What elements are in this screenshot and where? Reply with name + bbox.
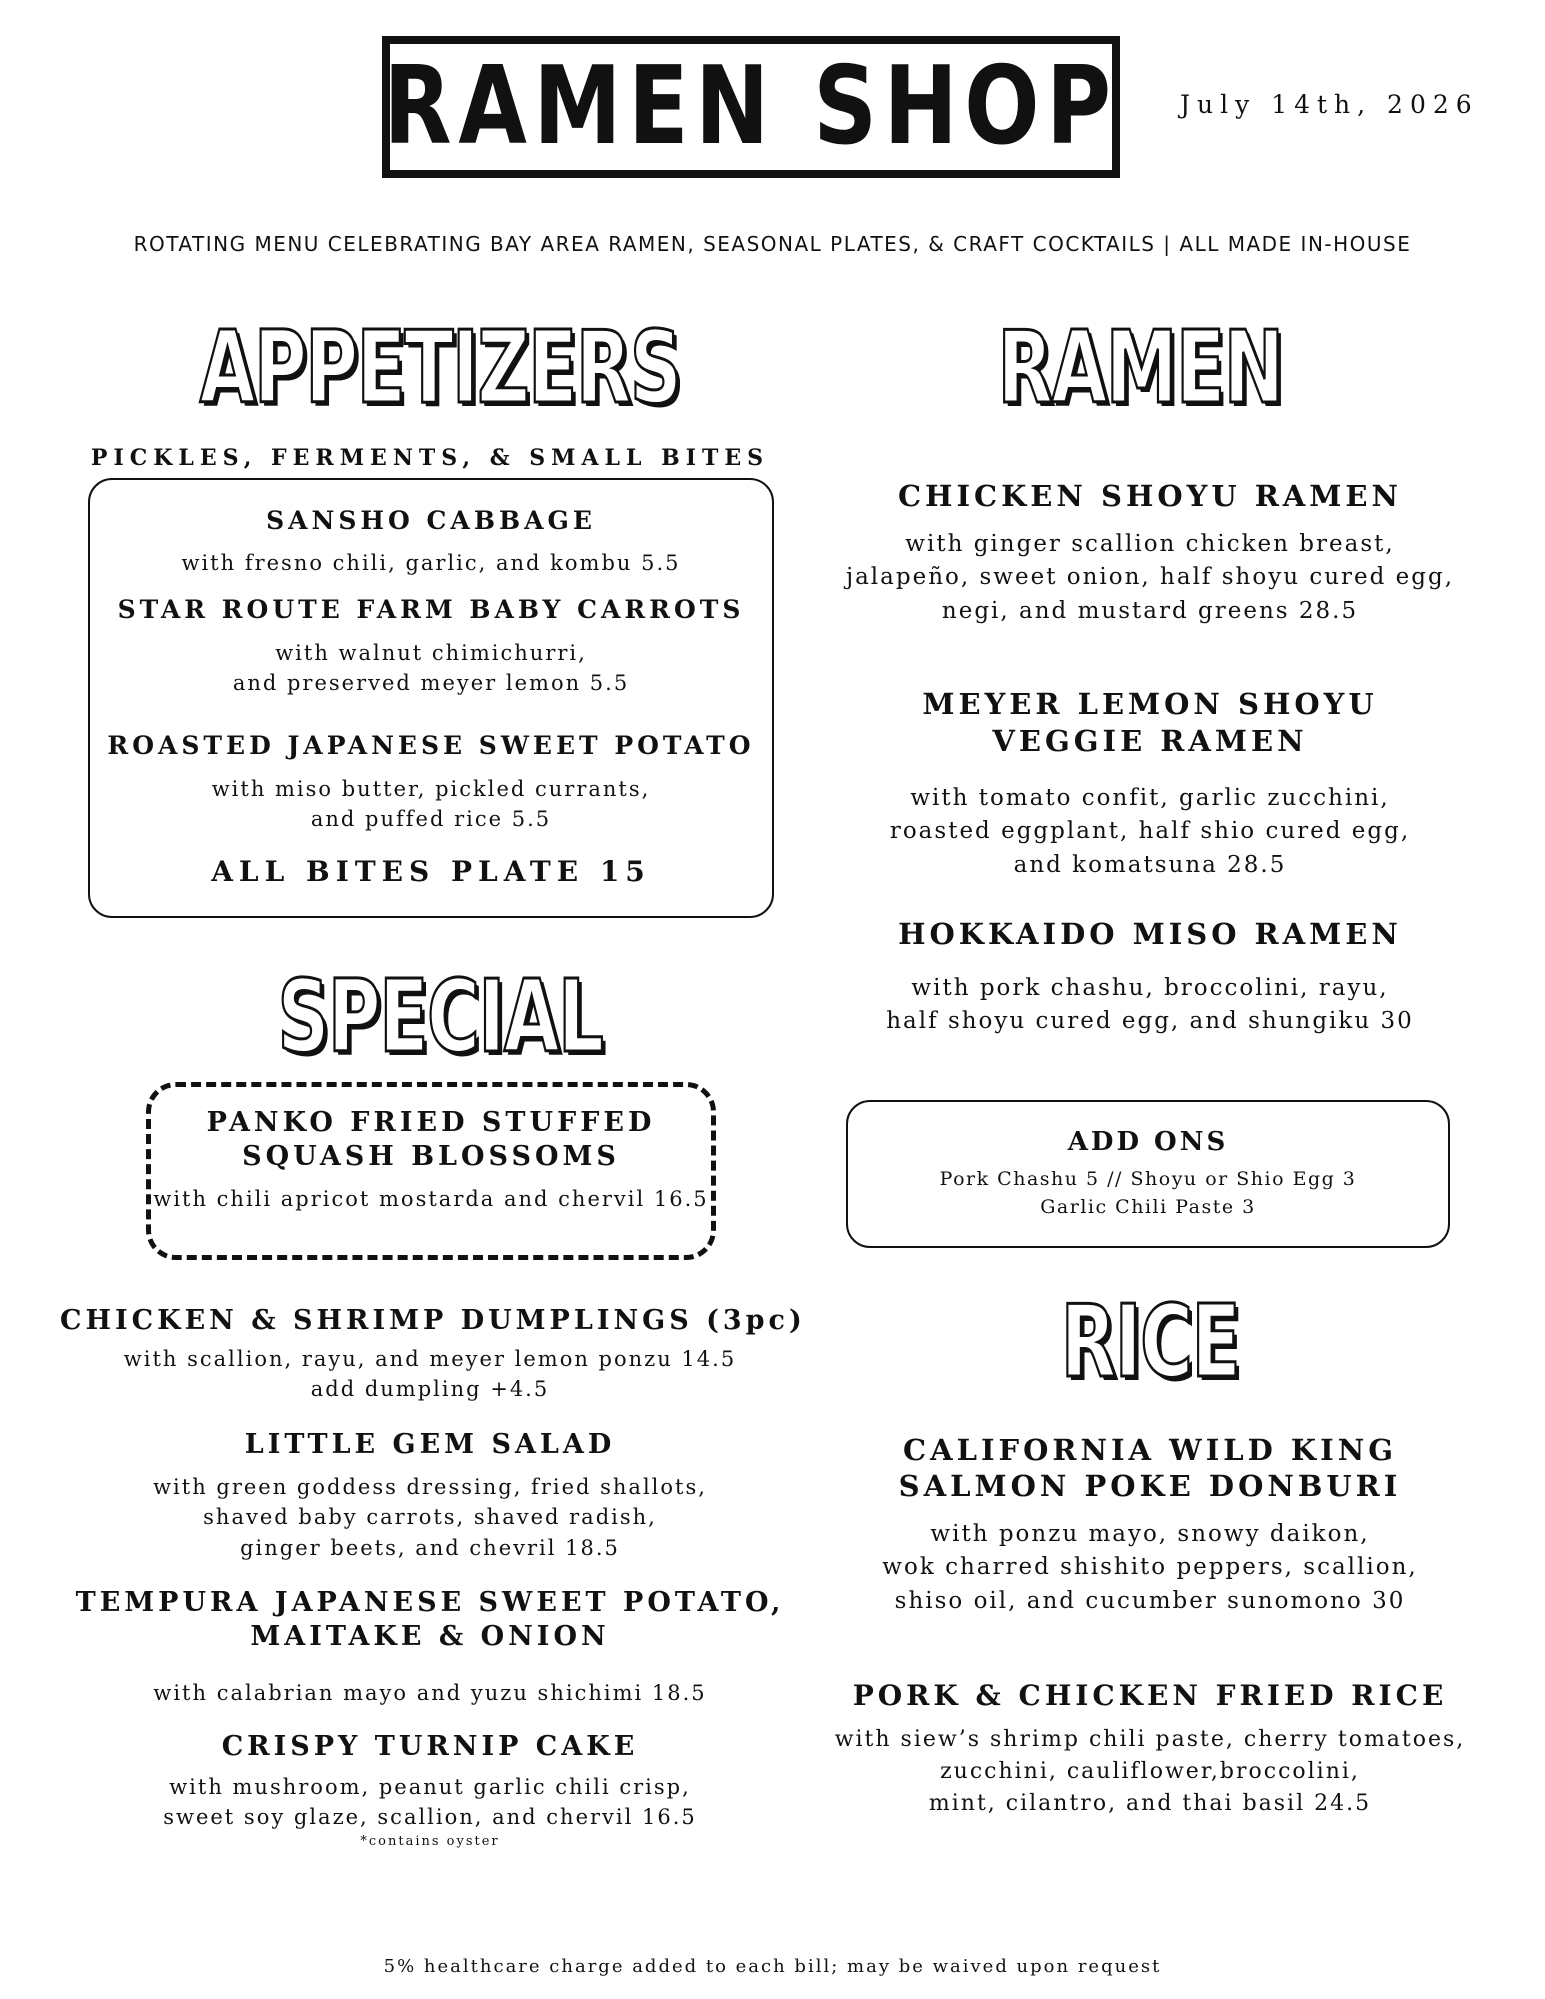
addons-title: ADD ONS xyxy=(1067,1127,1229,1157)
menu-item-title: CRISPY TURNIP CAKE xyxy=(221,1731,639,1762)
rice-heading: RICE xyxy=(1060,1283,1240,1400)
allergen-note: *contains oyster xyxy=(360,1834,500,1849)
ramen-item-title: HOKKAIDO MISO RAMEN xyxy=(898,917,1402,951)
menu-date: July 14th, 2026 xyxy=(1180,90,1479,119)
bite-title: STAR ROUTE FARM BABY CARROTS xyxy=(117,595,745,624)
menu-item-title: CHICKEN & SHRIMP DUMPLINGS (3pc) xyxy=(60,1305,806,1336)
ramen-item-title: MEYER LEMON SHOYU VEGGIE RAMEN xyxy=(922,687,1378,758)
rice-item-desc: with ponzu mayo, snowy daikon, wok charred shishito peppers, scallion, shiso oil, and cucumber sunomono 30 xyxy=(882,1521,1418,1614)
ramen-item-title: CHICKEN SHOYU RAMEN xyxy=(897,479,1403,513)
ramen-item-desc: with tomato confit, garlic zucchini, roasted eggplant, half shio cured egg, and komatsuna 28.5 xyxy=(889,785,1411,878)
logo-box xyxy=(382,36,1120,178)
appetizers-subtitle: PICKLES, FERMENTS, & SMALL BITES xyxy=(90,445,770,471)
rice-item-title: CALIFORNIA WILD KING SALMON POKE DONBURI xyxy=(898,1433,1402,1504)
bite-desc: with fresno chili, garlic, and kombu 5.5 xyxy=(181,551,681,575)
bite-title: SANSHO CABBAGE xyxy=(266,506,596,535)
all-bites-plate: ALL BITES PLATE 15 xyxy=(211,855,651,888)
bite-desc: with miso butter, pickled currants, and puffed rice 5.5 xyxy=(211,777,651,832)
rice-item-title: PORK & CHICKEN FRIED RICE xyxy=(852,1679,1448,1712)
healthcare-charge-note: 5% healthcare charge added to each bill; may be waived upon request xyxy=(383,1956,1162,1977)
addons-line: Pork Chashu 5 // Shoyu or Shio Egg 3 xyxy=(939,1168,1357,1190)
menu-item-desc: with mushroom, peanut garlic chili crisp, sweet soy glaze, scallion, and chervil 16.5 xyxy=(163,1775,697,1830)
special-title: PANKO FRIED STUFFED SQUASH BLOSSOMS xyxy=(206,1107,656,1172)
special-heading: SPECIAL xyxy=(277,958,603,1075)
bite-desc: with walnut chimichurri, and preserved meyer lemon 5.5 xyxy=(232,641,630,696)
menu-item-title: TEMPURA JAPANESE SWEET POTATO, MAITAKE & ONION xyxy=(75,1587,785,1652)
bite-title: ROASTED JAPANESE SWEET POTATO xyxy=(107,731,755,760)
menu-item-title: LITTLE GEM SALAD xyxy=(244,1429,616,1460)
addons-line: Garlic Chili Paste 3 xyxy=(1040,1196,1256,1218)
tagline: ROTATING MENU CELEBRATING BAY AREA RAMEN, SEASONAL PLATES, & CRAFT COCKTAILS | ALL MADE IN-HOUSE xyxy=(133,232,1412,256)
menu-item-desc: with green goddess dressing, fried shallots, shaved baby carrots, shaved radish, ginger beets, and chevril 18.5 xyxy=(153,1475,707,1560)
menu-item-desc: with scallion, rayu, and meyer lemon ponzu 14.5 add dumpling +4.5 xyxy=(123,1347,737,1402)
special-desc: with chili apricot mostarda and chervil 16.5 xyxy=(153,1187,709,1211)
menu-item-desc: with calabrian mayo and yuzu shichimi 18.5 xyxy=(153,1681,707,1705)
rice-item-desc: with siew’s shrimp chili paste, cherry tomatoes, zucchini, cauliflower,broccolini, mint, cilantro, and thai basil 24.5 xyxy=(834,1727,1466,1816)
ramen-item-desc: with pork chashu, broccolini, rayu, half shoyu cured egg, and shungiku 30 xyxy=(886,975,1414,1035)
ramen-heading: RAMEN xyxy=(997,309,1283,426)
logo: RAMEN SHOP xyxy=(383,44,1119,169)
ramen-item-desc: with ginger scallion chicken breast, jalapeño, sweet onion, half shoyu cured egg, negi, and mustard greens 28.5 xyxy=(845,531,1455,624)
appetizers-heading: APPETIZERS xyxy=(199,309,681,426)
